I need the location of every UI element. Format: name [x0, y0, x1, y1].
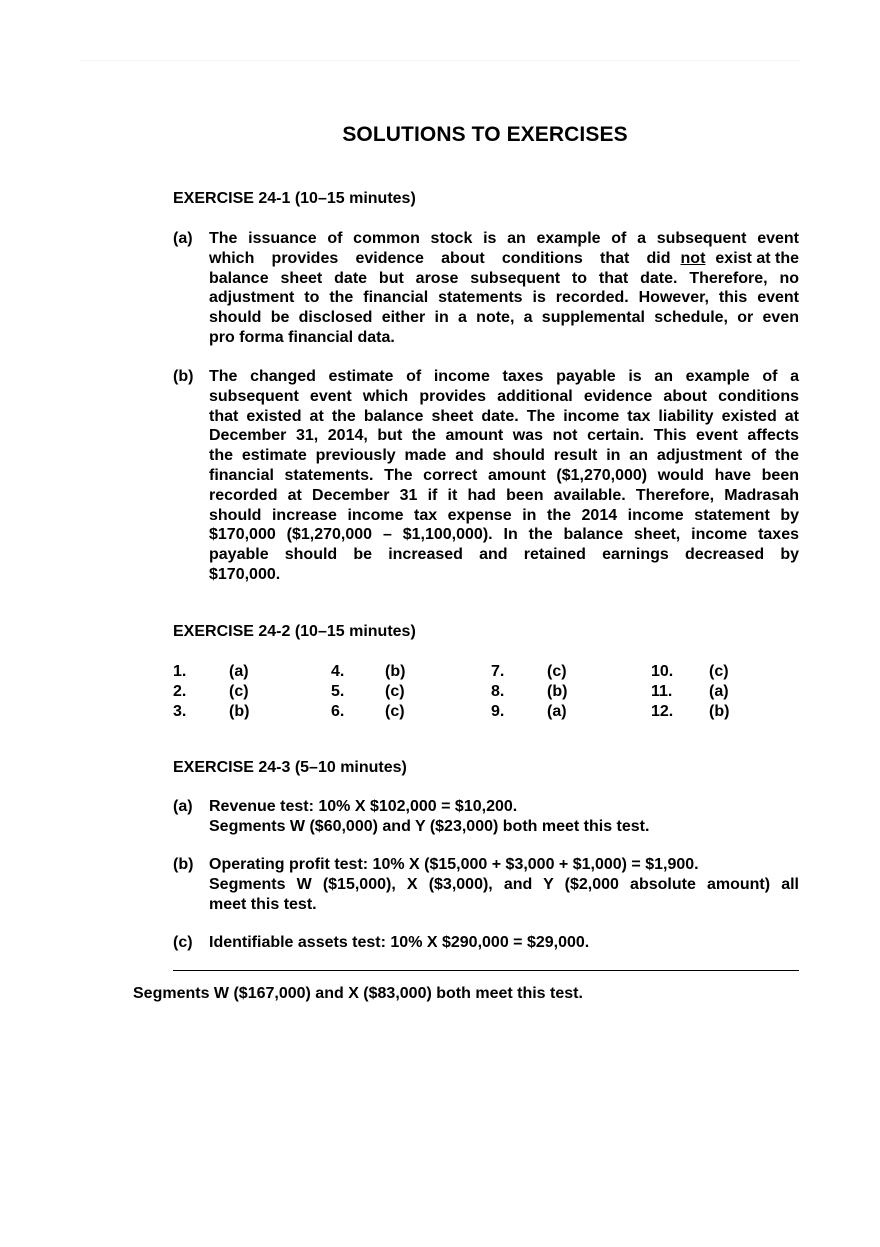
text-line: $170,000 ($1,270,000 – $1,100,000). In the balance sheet, income taxes	[209, 526, 799, 544]
answer-letter: (b)	[709, 703, 730, 720]
exercise-24-1-part-a	[173, 229, 799, 348]
part-label: (b)	[173, 368, 194, 385]
exercise-24-2-heading: EXERCISE 24-2 (10–15 minutes)	[173, 623, 416, 640]
text-line: payable should be increased and retained earnings decreased by	[209, 546, 799, 564]
question-number: 7.	[491, 663, 505, 680]
answer-letter: (b)	[385, 663, 406, 680]
text-segment: exist at the	[715, 249, 799, 267]
exercise-24-3-part-a	[173, 797, 799, 837]
exercise-24-3-footer-line: Segments W ($167,000) and X ($83,000) both meet this test.	[133, 985, 583, 1002]
text-line: that existed at the balance sheet date. The income tax liability existed at	[209, 407, 799, 425]
answer-letter: (a)	[547, 703, 567, 720]
question-number: 2.	[173, 683, 187, 700]
text-line	[209, 249, 799, 269]
page-title: SOLUTIONS TO EXERCISES	[342, 123, 628, 146]
part-label: (b)	[173, 856, 194, 873]
question-number: 10.	[651, 663, 674, 680]
answer-letter: (c)	[709, 663, 729, 680]
question-number: 1.	[173, 663, 187, 680]
answer-letter: (b)	[547, 683, 568, 700]
text-line: subsequent event which provides additional evidence about conditions	[209, 387, 799, 405]
answer-letter: (c)	[547, 663, 567, 680]
text-line: balance sheet date but arose subsequent to that date. Therefore, no	[209, 269, 799, 287]
faint-top-rule	[80, 60, 800, 61]
text-segment: which provides evidence about conditions that did	[209, 249, 671, 267]
underlined-word: not	[680, 249, 706, 267]
text-line: adjustment to the financial statements is recorded. However, this event	[209, 289, 799, 307]
answer-letter: (c)	[229, 683, 249, 700]
exercise-24-3-part-b	[173, 855, 799, 914]
exercise-24-3-part-c	[173, 933, 799, 953]
exercise-24-1-heading: EXERCISE 24-1 (10–15 minutes)	[173, 190, 416, 207]
text-line: The changed estimate of income taxes payable is an example of a	[209, 368, 799, 385]
answer-letter: (a)	[709, 683, 729, 700]
answer-letter: (a)	[229, 663, 249, 680]
answer-letter: (b)	[229, 703, 250, 720]
question-number: 4.	[331, 663, 345, 680]
text-line: pro forma financial data.	[209, 328, 395, 346]
answer-letter: (c)	[385, 683, 405, 700]
question-number: 5.	[331, 683, 345, 700]
text-line: Segments W ($60,000) and Y ($23,000) both meet this test.	[209, 817, 650, 835]
question-number: 6.	[331, 703, 345, 720]
question-number: 11.	[651, 683, 673, 700]
text-line: recorded at December 31 if it had been available. Therefore, Madrasah	[209, 486, 799, 504]
text-line: Operating profit test: 10% X ($15,000 + $3,000 + $1,000) = $1,900.	[209, 856, 699, 873]
question-number: 8.	[491, 683, 505, 700]
text-line: meet this test.	[209, 895, 317, 913]
text-line: Identifiable assets test: 10% X $290,000 = $29,000.	[209, 934, 590, 951]
text-line: should be disclosed either in a note, a supplemental schedule, or even	[209, 309, 799, 327]
text-line: the estimate previously made and should result in an adjustment of the	[209, 447, 799, 465]
text-line: financial statements. The correct amount ($1,270,000) would have been	[209, 466, 799, 484]
text-line: Revenue test: 10% X $102,000 = $10,200.	[209, 798, 518, 815]
exercise-24-3-heading: EXERCISE 24-3 (5–10 minutes)	[173, 759, 407, 776]
answer-letter: (c)	[385, 703, 405, 720]
text-line: Segments W ($15,000), X ($3,000), and Y ($2,000 absolute amount) all	[209, 875, 799, 893]
horizontal-rule	[173, 970, 799, 971]
text-line: should increase income tax expense in the 2014 income statement by	[209, 506, 799, 524]
part-label: (a)	[173, 798, 193, 815]
exercise-24-1-part-b	[173, 367, 799, 585]
text-line: The issuance of common stock is an example of a subsequent event	[209, 230, 799, 247]
question-number: 9.	[491, 703, 505, 720]
question-number: 3.	[173, 703, 187, 720]
text-line: December 31, 2014, but the amount was not certain. This event affects	[209, 427, 799, 445]
text-line: $170,000.	[209, 565, 281, 583]
part-label: (c)	[173, 934, 193, 951]
part-label: (a)	[173, 230, 193, 247]
question-number: 12.	[651, 703, 674, 720]
